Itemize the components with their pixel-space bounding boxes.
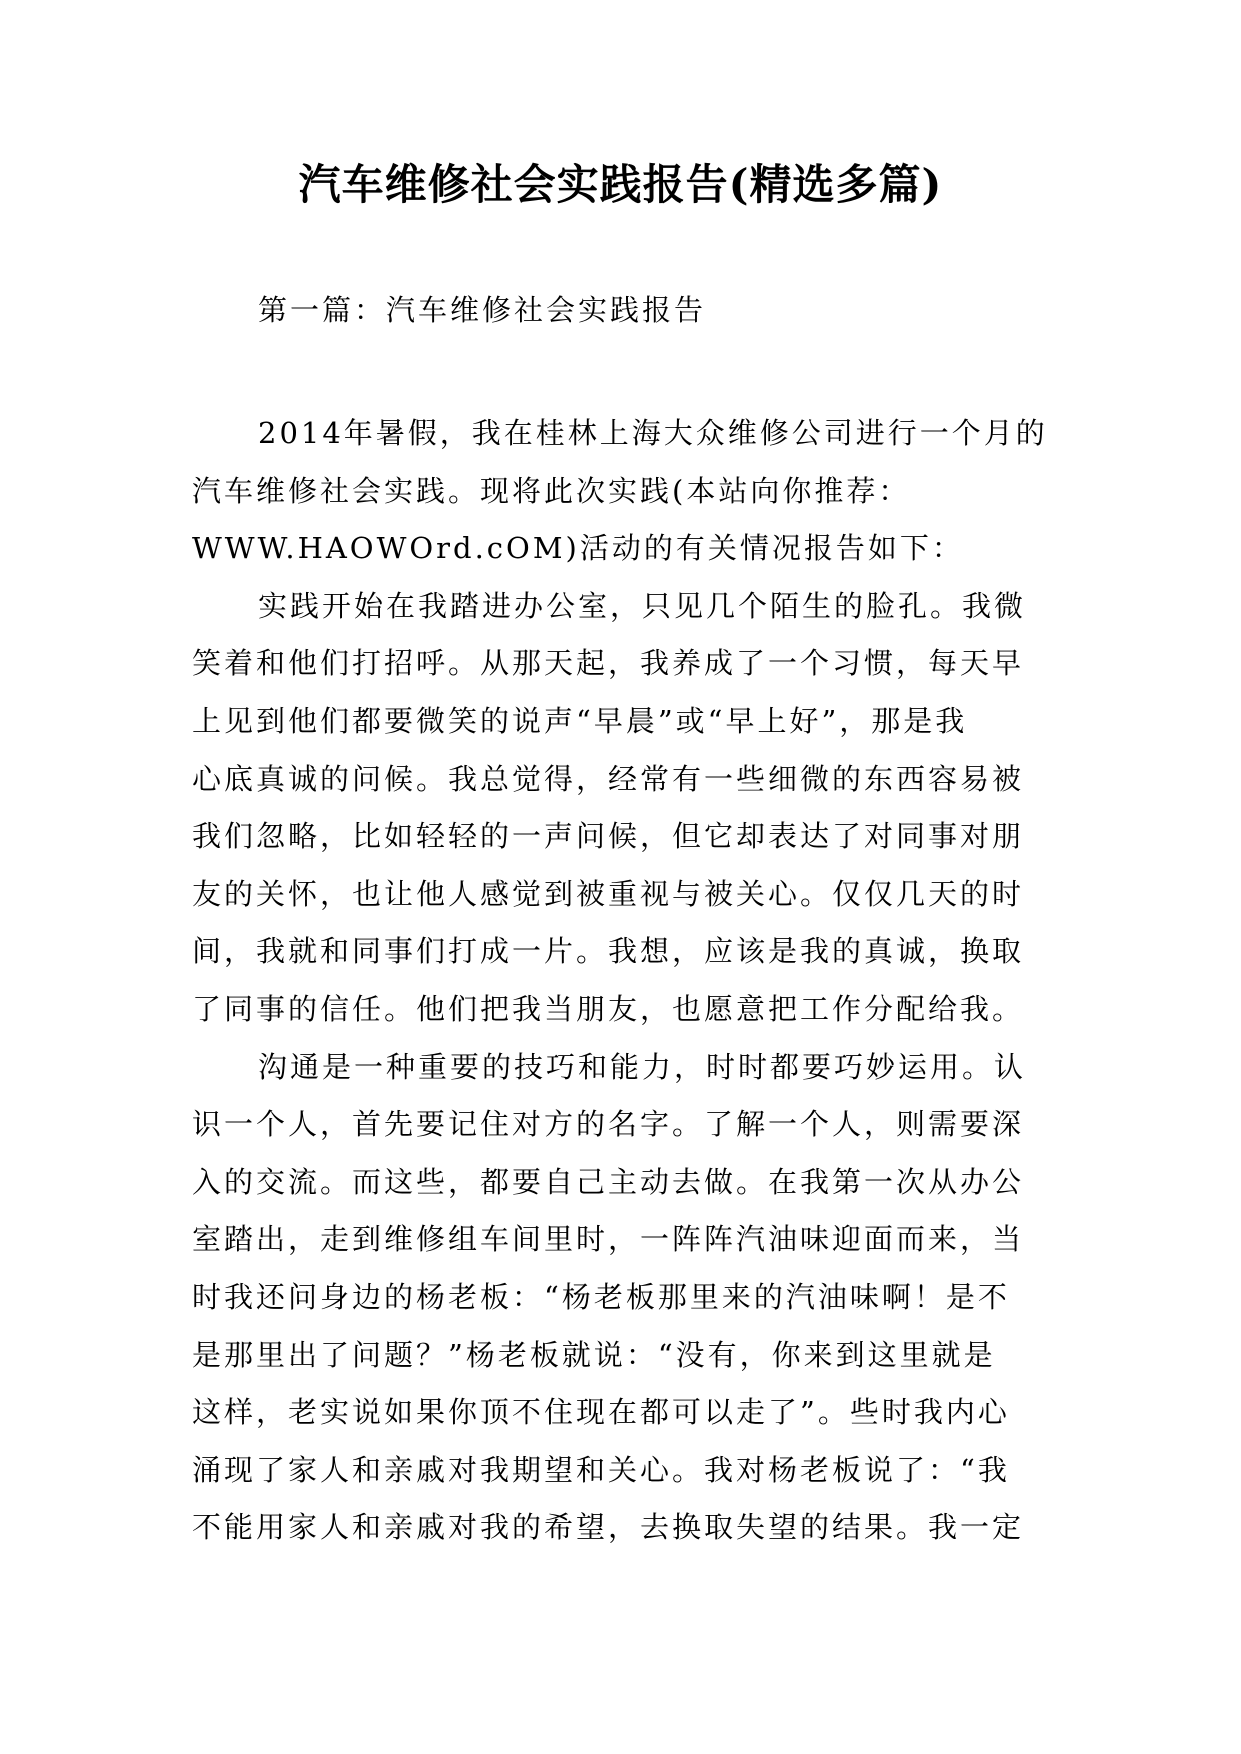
text-line: 间，我就和同事们打成一片。我想，应该是我的真诚，换取 bbox=[192, 934, 1025, 969]
paragraph-2 bbox=[192, 578, 1054, 1039]
text-line: 入的交流。而这些，都要自己主动去做。在我第一次从办公 bbox=[192, 1164, 1025, 1199]
text-line: 我们忽略，比如轻轻的一声问候，但它却表达了对同事对朋 bbox=[192, 819, 1025, 854]
text-line: 上见到他们都要微笑的说声“早晨”或“早上好”，那是我 bbox=[192, 703, 968, 738]
section-heading: 第一篇：汽车维修社会实践报告 bbox=[258, 293, 707, 327]
text-line: 汽车维修社会实践。现将此次实践(本站向你推荐： bbox=[192, 473, 911, 508]
text-line: 实践开始在我踏进办公室，只见几个陌生的脸孔。我微 bbox=[258, 588, 1027, 623]
text-line: 这样，老实说如果你顶不住现在都可以走了”。些时我内心 bbox=[192, 1395, 1010, 1430]
text-line: WWW.HAOWOrd.cOM)活动的有关情况报告如下： bbox=[192, 531, 964, 566]
text-line: 涌现了家人和亲戚对我期望和关心。我对杨老板说了：“我 bbox=[192, 1452, 1010, 1487]
document-body bbox=[192, 405, 1054, 1557]
paragraph-3 bbox=[192, 1039, 1054, 1557]
text-line: 是那里出了问题？”杨老板就说：“没有，你来到这里就是 bbox=[192, 1337, 996, 1372]
text-line: 2014年暑假，我在桂林上海大众维修公司进行一个月的 bbox=[258, 416, 1048, 450]
text-line: 心底真诚的问候。我总觉得，经常有一些细微的东西容易被 bbox=[192, 761, 1025, 796]
paragraph-1 bbox=[192, 405, 1054, 578]
document-title: 汽车维修社会实践报告(精选多篇) bbox=[298, 160, 943, 209]
text-line: 笑着和他们打招呼。从那天起，我养成了一个习惯，每天早 bbox=[192, 646, 1025, 681]
text-line: 识一个人，首先要记住对方的名字。了解一个人，则需要深 bbox=[192, 1107, 1025, 1142]
text-line: 室踏出，走到维修组车间里时，一阵阵汽油味迎面而来，当 bbox=[192, 1222, 1025, 1257]
text-line: 友的关怀，也让他人感觉到被重视与被关心。仅仅几天的时 bbox=[192, 876, 1025, 911]
text-line: 沟通是一种重要的技巧和能力，时时都要巧妙运用。认 bbox=[258, 1049, 1027, 1084]
text-line: 不能用家人和亲戚对我的希望，去换取失望的结果。我一定 bbox=[192, 1510, 1025, 1545]
text-line: 时我还问身边的杨老板：“杨老板那里来的汽油味啊！是不 bbox=[192, 1279, 1010, 1314]
text-line: 了同事的信任。他们把我当朋友，也愿意把工作分配给我。 bbox=[192, 991, 1025, 1026]
